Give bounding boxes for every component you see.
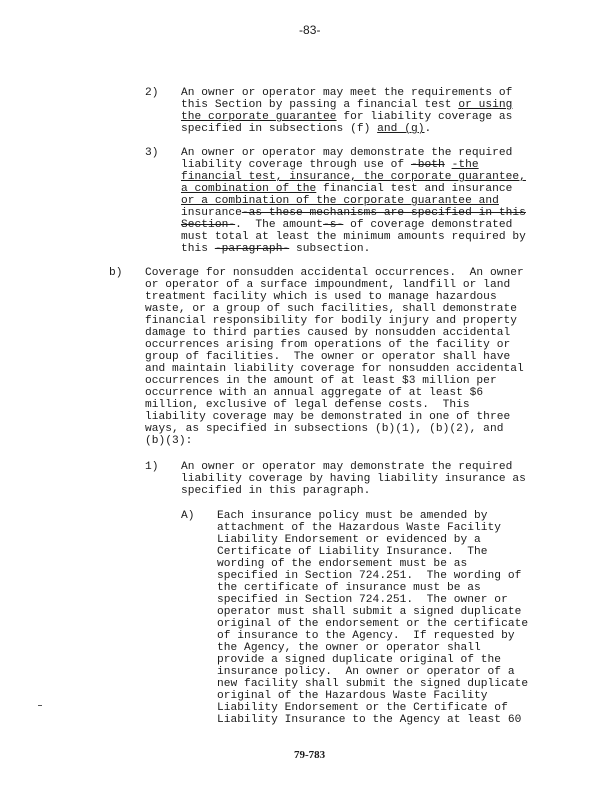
- item-a3-line: or a combination of the corporate guarantee and: [181, 195, 499, 207]
- item-b1a-line: Certificate of Liability Insurance. The: [217, 546, 488, 558]
- item-b1-line: liability coverage by having liability insurance as: [181, 473, 526, 485]
- section-b-line: financial responsibility for bodily injury and property: [145, 315, 517, 327]
- section-b-line: occurrences arising from operations of the facility or: [145, 339, 511, 351]
- deleted-text: -both: [410, 159, 445, 171]
- item-b1a-line: provide a signed duplicate original of the: [217, 654, 502, 666]
- text-run: financial test and insurance: [316, 183, 513, 195]
- section-b-line: occurrences in the amount of at least $3 million per: [145, 375, 497, 387]
- item-a3-number: 3): [145, 147, 159, 159]
- item-b1a-line: the Agency, the owner or operator shall: [217, 642, 481, 654]
- inserted-text: and (g): [377, 123, 425, 135]
- item-b1a-line: original of the endorsement or the certificate: [217, 618, 529, 630]
- item-b1a-line: specified in Section 724.251. The wording of: [217, 570, 522, 582]
- text-run: . The amount: [235, 219, 324, 231]
- section-b-label: b): [109, 267, 123, 279]
- inserted-text: or using: [458, 99, 513, 111]
- text-run: this: [181, 243, 215, 255]
- section-b-line: Coverage for nonsudden accidental occurrences. An owner: [145, 267, 524, 279]
- item-b1a-line: Liability Endorsement or evidenced by a: [217, 534, 481, 546]
- item-a2-line: An owner or operator may meet the requirements of: [181, 87, 513, 99]
- text-run: of coverage demonstrated: [343, 219, 513, 231]
- text-run: for liability coverage as: [336, 111, 513, 123]
- item-b1a-line: Liability Insurance to the Agency at least 60: [217, 714, 522, 726]
- deleted-text: Section-: [181, 219, 236, 231]
- item-b1a-line: Each insurance policy must be amended by: [217, 510, 488, 522]
- text-run: .: [424, 123, 432, 135]
- deleted-text: -as these mechanisms are specified in this: [241, 207, 526, 219]
- section-b-line: ways, as specified in subsections (b)(1), (b)(2), and: [145, 423, 504, 435]
- page-number: -83-: [299, 23, 321, 37]
- item-a2-line: [181, 123, 431, 135]
- item-b1a-line: of insurance to the Agency. If requested by: [217, 630, 515, 642]
- item-b1a-line: new facility shall submit the signed duplicate: [217, 678, 529, 690]
- text-run: specified in subsections (f): [181, 123, 378, 135]
- section-b-line: (b)(3):: [145, 435, 193, 447]
- item-b1a-line: the certificate of insurance must be as: [217, 582, 481, 594]
- inserted-text: a combination of the: [181, 183, 317, 195]
- item-b1-number: 1): [145, 461, 159, 473]
- item-a3-line: financial test, insurance, the corporate guarantee,: [181, 171, 526, 183]
- text-run: subsection.: [289, 243, 371, 255]
- inserted-text: -the: [451, 159, 479, 171]
- section-b-line: group of facilities. The owner or operator shall have: [145, 351, 511, 363]
- item-b1-line: specified in this paragraph.: [181, 485, 371, 497]
- margin-mark: [38, 705, 42, 706]
- item-b1a-line: original of the Hazardous Waste Facility: [217, 690, 488, 702]
- item-a2-line: [181, 111, 512, 123]
- item-a3-line: [181, 207, 526, 219]
- item-b1a-line: insurance policy. An owner or operator of a: [217, 666, 515, 678]
- section-b-line: damage to third parties caused by nonsudden accidental: [145, 327, 511, 339]
- item-a2-line: [181, 99, 512, 111]
- text-run: [445, 159, 452, 171]
- item-b1a-line: wording of the endorsement must be as: [217, 558, 468, 570]
- section-b-line: and maintain liability coverage for nonsudden accidental: [145, 363, 524, 375]
- section-b-line: or operator of a surface impoundment, landfill or land: [145, 279, 511, 291]
- item-b1a-line: Liability Endorsement or the Certificate of: [217, 702, 508, 714]
- deleted-text: -paragraph-: [214, 243, 290, 255]
- section-b-line: liability coverage may be demonstrated in one of three: [145, 411, 511, 423]
- item-a3-line: [181, 183, 512, 195]
- item-a3-line: must total at least the minimum amounts required by: [181, 231, 526, 243]
- text-run: liability coverage through use of: [181, 159, 411, 171]
- section-b-line: million, exclusive of legal defense costs. This: [145, 399, 470, 411]
- text-run: insurance: [181, 207, 242, 219]
- inserted-text: the corporate guarantee: [181, 111, 337, 123]
- deleted-text: -s-: [323, 219, 344, 231]
- section-b-line: occurrence with an annual aggregate of at least $6: [145, 387, 484, 399]
- item-b1a-line: attachment of the Hazardous Waste Facility: [217, 522, 502, 534]
- item-a2-number: 2): [145, 87, 159, 99]
- item-a3-line: [181, 159, 479, 171]
- text-run: this Section by passing a financial test: [181, 99, 459, 111]
- item-a3-line: [181, 243, 370, 255]
- item-b1a-number: A): [181, 510, 195, 522]
- item-a3-line: An owner or operator may demonstrate the required: [181, 147, 513, 159]
- item-b1-line: An owner or operator may demonstrate the required: [181, 461, 513, 473]
- section-b-line: waste, or a group of such facilities, shall demonstrate: [145, 303, 517, 315]
- item-b1a-line: operator must shall submit a signed duplicate: [217, 606, 522, 618]
- item-a3-line: [181, 219, 512, 231]
- section-b-line: treatment facility which is used to manage hazardous: [145, 291, 497, 303]
- footer-doc-number: 79-783: [294, 749, 326, 761]
- item-b1a-line: specified in Section 724.251. The owner or: [217, 594, 508, 606]
